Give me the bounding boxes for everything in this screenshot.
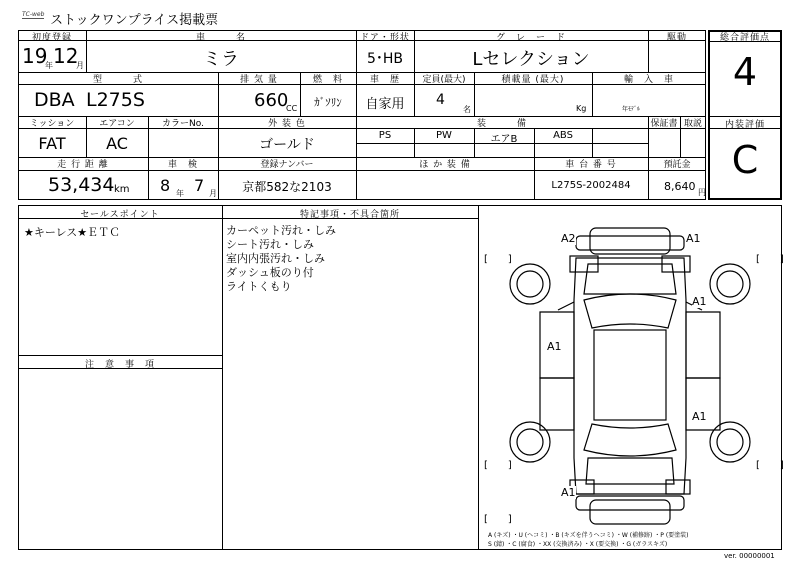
label-grade: グ レ ー ド: [495, 33, 566, 43]
equipment-airbag: エアB: [490, 134, 518, 145]
label-special-notes: 特記事項・不具合箇所: [299, 210, 400, 220]
equipment-abs: ABS: [553, 130, 573, 141]
year-unit: 年: [45, 61, 53, 70]
glass-bracket: [ ]: [756, 460, 784, 471]
label-sales-point: セールスポイント: [80, 210, 160, 220]
model-code: L275S: [86, 89, 145, 111]
inspection-month-unit: 月: [209, 189, 217, 198]
label-door-shape: ドア・形状: [360, 33, 410, 43]
label-inspection: 車 検: [167, 160, 198, 170]
special-item: シート汚れ・しみ: [226, 238, 314, 251]
label-aircon: エアコン: [99, 119, 135, 129]
damage-mark-front-left: A2: [561, 232, 576, 245]
interior-score: C: [731, 138, 759, 182]
label-displacement: 排 気 量: [240, 75, 278, 85]
label-warranty: 保証書: [650, 119, 678, 129]
label-score: 総合評価点: [708, 30, 782, 42]
glass-bracket: [ ]: [756, 254, 784, 265]
label-model: 型 式: [92, 75, 143, 85]
chassis-number: L275S-2002484: [551, 180, 631, 191]
label-deposit: 預託金: [663, 160, 691, 170]
yen-unit: 円: [698, 188, 706, 197]
mission: FAT: [38, 134, 66, 153]
label-chassis: 車 台 番 号: [565, 160, 617, 170]
capacity-unit: 名: [463, 105, 471, 114]
label-other-equipment: ほ か 装 備: [419, 160, 471, 170]
logo: TC-web: [22, 11, 45, 18]
equipment-ps: PS: [378, 130, 392, 141]
deposit-amount: 8,640: [664, 180, 696, 193]
sales-point-text: ★キーレス★ＥＴＣ: [24, 226, 121, 239]
damage-mark-rear-bumper: A1: [561, 486, 576, 499]
label-interior: 内装評価: [708, 116, 782, 129]
label-exterior: 外 装 色: [268, 119, 306, 129]
damage-legend-line2: S (錆) ・C (腐食) ・XX (交換済み) ・X (要交換) ・G (ガラスキズ): [488, 541, 668, 548]
label-equipment: 装 備: [476, 119, 527, 129]
label-plate: 登録ナンバー: [260, 160, 314, 170]
label-mission: ミッション: [29, 119, 75, 129]
glass-bracket: [ ]: [484, 460, 512, 471]
model-prefix: DBA: [34, 89, 75, 111]
grade: Lセレクション: [472, 49, 590, 70]
damage-mark-right-rear: A1: [692, 410, 707, 423]
glass-bracket: [ ]: [484, 254, 512, 265]
damage-mark-front-right: A1: [686, 232, 701, 245]
glass-bracket: [ ]: [484, 514, 512, 525]
special-item: ダッシュ板のり付: [226, 266, 314, 279]
label-notes: 注 意 事 項: [84, 360, 155, 370]
inspection-year-unit: 年: [176, 189, 184, 198]
month-unit: 月: [76, 61, 84, 70]
car-name: ミラ: [203, 49, 239, 70]
label-history: 車 歴: [369, 75, 400, 85]
first-reg-year: 19: [22, 44, 48, 68]
label-manual: 取説: [683, 119, 702, 129]
car-damage-diagram: [480, 218, 780, 528]
import-note: 年ﾓﾃﾞﾙ: [622, 106, 641, 113]
history: 自家用: [365, 97, 405, 112]
capacity: 4: [436, 92, 445, 108]
cc-unit: CC: [286, 104, 298, 113]
label-import: 輸 入 車: [623, 75, 674, 85]
load-unit: Kg: [576, 104, 587, 113]
inspection-month: 7: [194, 176, 205, 195]
fuel: ｶﾞｿﾘﾝ: [314, 96, 342, 109]
label-mileage: 走 行 距 離: [57, 160, 109, 170]
label-load: 積載量 (最大): [501, 75, 565, 85]
aircon: AC: [106, 134, 128, 153]
door-shape: 5･HB: [366, 51, 404, 67]
equipment-pw: PW: [436, 130, 452, 141]
special-item: ライトくもり: [226, 280, 292, 293]
displacement: 660: [254, 90, 289, 111]
label-capacity: 定員(最大): [422, 75, 466, 85]
version-label: ver. 00000001: [724, 552, 775, 560]
label-fuel: 燃 料: [312, 75, 343, 85]
damage-legend-line1: A (キズ) ・U (ヘコミ) ・B (キズを伴うヘコミ) ・W (補修跡) ・P (要塗装): [488, 532, 689, 539]
first-reg-month: 12: [53, 44, 79, 68]
special-item: カーペット汚れ・しみ: [226, 224, 336, 237]
page-title: ストックワンプライス掲載票: [50, 13, 219, 28]
label-drive: 駆動: [666, 33, 687, 43]
mileage: 53,434: [48, 174, 115, 196]
overall-score: 4: [732, 50, 758, 94]
label-car-name: 車 名: [195, 33, 246, 43]
exterior-color: ゴールド: [259, 137, 315, 153]
mileage-unit: km: [114, 184, 130, 195]
damage-mark-right-fender: A1: [692, 295, 707, 308]
label-first-reg: 初度登録: [31, 33, 72, 43]
special-item: 室内内張汚れ・しみ: [226, 252, 325, 265]
inspection-year: 8: [160, 176, 171, 195]
plate-number: 京都582な2103: [242, 180, 332, 194]
damage-mark-left-door: A1: [547, 340, 562, 353]
label-color-no: カラーNo.: [162, 119, 204, 129]
